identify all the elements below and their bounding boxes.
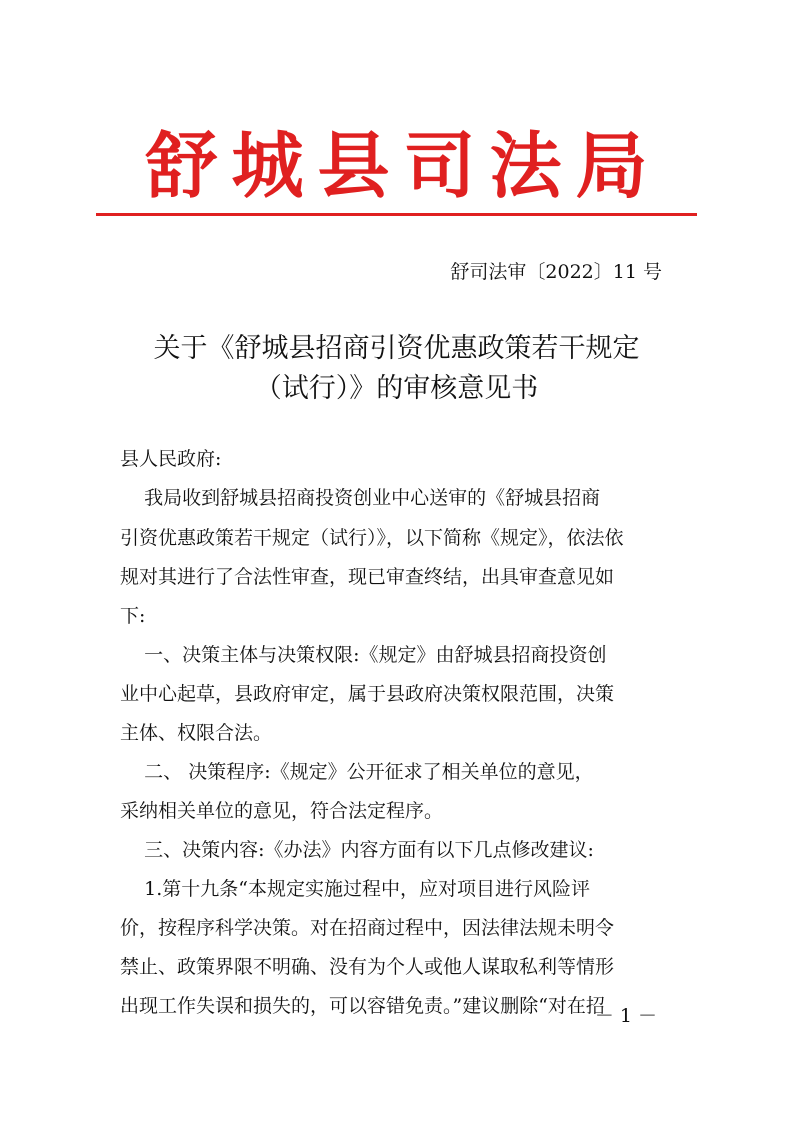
body-line: 我局收到舒城县招商投资创业中心送审的《舒城县招商 (120, 487, 601, 509)
document-title-line-1: 关于《舒城县招商引资优惠政策若干规定 (153, 333, 640, 364)
body-line: 出现工作失误和损失的，可以容错免责。”建议删除“对在招 (120, 995, 605, 1017)
body-line: 价，按程序科学决策。对在招商过程中，因法律法规未明令 (120, 917, 615, 939)
body-line: 二、 决策程序:《规定》公开征求了相关单位的意见， (120, 761, 594, 783)
body-line: 1.第十九条“本规定实施过程中，应对项目进行风险评 (120, 878, 591, 900)
body-line: 县人民政府: (120, 448, 222, 470)
body-line: 规对其进行了合法性审查，现已审查终结，出具审查意见如 (120, 566, 615, 588)
body-line: 采纳相关单位的意见，符合法定程序。 (120, 800, 444, 822)
body-line: 禁止、政策界限不明确、没有为个人或他人谋取私利等情形 (120, 956, 615, 978)
agency-masthead: 舒城县司法局 (145, 123, 662, 208)
body-line: 三、决策内容:《办法》内容方面有以下几点修改建议: (120, 839, 594, 861)
body-line: 主体、权限合法。 (120, 722, 273, 744)
document-number: 舒司法审〔2022〕11 号 (450, 261, 662, 283)
body-line: 下: (120, 605, 146, 627)
body-line: 引资优惠政策若干规定（试行）》，以下简称《规定》，依法依 (120, 527, 624, 549)
body-line: 一、决策主体与决策权限:《规定》由舒城县招商投资创 (120, 644, 607, 666)
body-line: 业中心起草，县政府审定，属于县政府决策权限范围，决策 (120, 683, 615, 705)
red-header-rule (96, 213, 697, 216)
page-number: － 1 － (594, 1005, 657, 1027)
document-title-line-2: （试行）》的审核意见书 (254, 373, 539, 404)
